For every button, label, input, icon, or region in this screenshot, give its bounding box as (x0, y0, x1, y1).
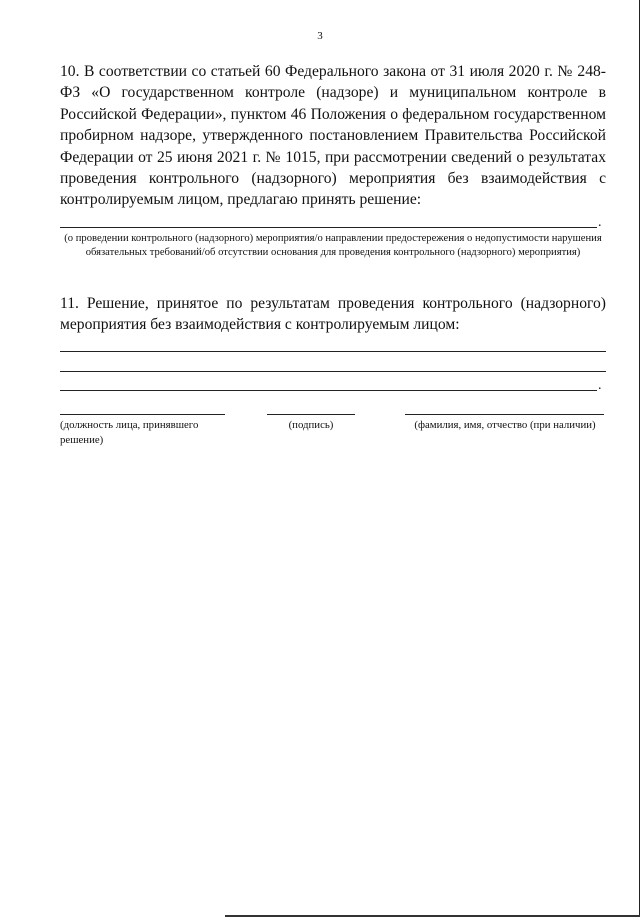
signature-label: (подпись) (288, 419, 334, 431)
decision-fill-line[interactable] (60, 227, 597, 228)
decision-line-period: . (598, 215, 602, 230)
decision-hint: (о проведении контрольного (надзорного) мероприятия/о направлении предостережения о недопустимости нарушения обязательных требований/об отсутствии основания для проведения контрольного (надзорного) мероприятия) (64, 233, 602, 258)
result-fill-line-3[interactable] (60, 390, 597, 391)
result-fill-line-1[interactable] (60, 351, 606, 352)
name-signature-line[interactable] (405, 414, 604, 415)
page-number: 3 (317, 30, 323, 42)
result-line-period: . (598, 378, 602, 393)
section-10-text: 10. В соответствии со статьей 60 Федерального закона от 31 июля 2020 г. № 248-ФЗ «О государственном контроле (надзоре) и муниципальном контроле в Российской Федерации», пунктом 46 Положения о федеральном государственном пробирном надзоре, утвержденного постановлением Правительства Российской Федерации от 25 июня 2021 г. № 1015, при рассмотрении сведений о результатах проведения контрольного (надзорного) мероприятия без взаимодействия с контролируемым лицом, предлагаю принять решение: (60, 63, 606, 209)
name-label: (фамилия, имя, отчество (при наличии) (414, 419, 596, 431)
result-fill-line-2[interactable] (60, 371, 606, 372)
section-11-text: 11. Решение, принятое по результатам проведения контрольного (надзорного) мероприятия без взаимодействия с контролируемым лицом: (60, 295, 606, 334)
position-signature-line[interactable] (60, 414, 225, 415)
position-label: (должность лица, принявшего решение) (60, 419, 199, 446)
signature-line[interactable] (267, 414, 355, 415)
